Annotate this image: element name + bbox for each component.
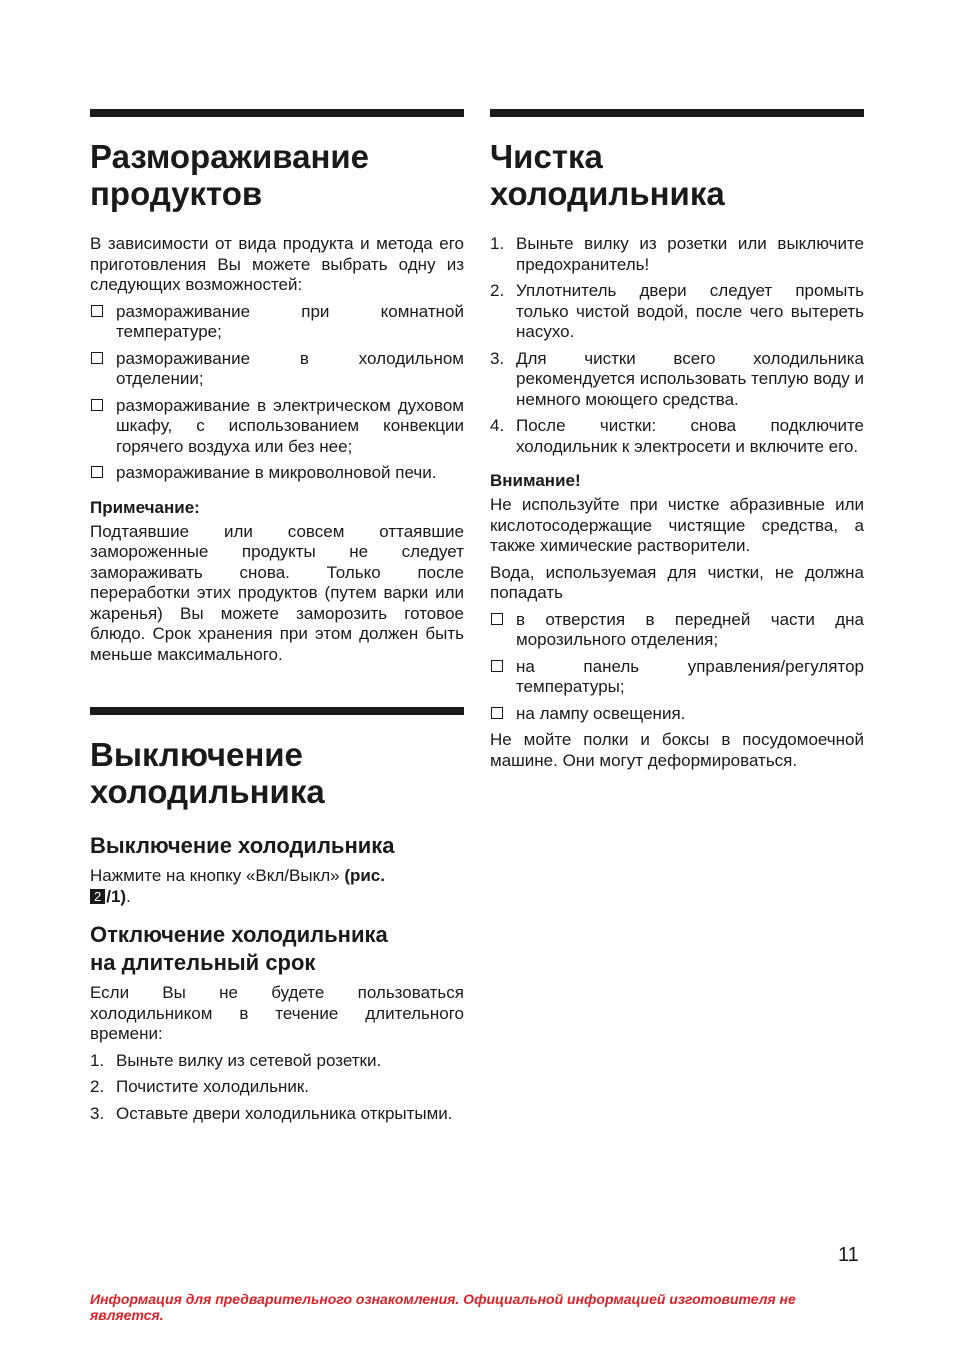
switch-off-section	[90, 707, 464, 1124]
note-label: Примечание:	[90, 497, 200, 517]
list-item: размораживание в холодильном отделении;	[90, 349, 464, 390]
list-item: 2. Почистите холодильник.	[90, 1077, 310, 1096]
list-item: 2. Уплотнитель двери следует промыть только чистой водой, после чего вытереть насухо.	[490, 281, 864, 341]
defrosting-title: Размораживание продуктов	[90, 138, 370, 212]
list-item: размораживание в микроволновой печи.	[90, 463, 464, 484]
switch-off-subtitle: Выключение холодильника	[90, 833, 395, 858]
dishwasher-note: Не мойте полки и боксы в посудомоечной машине. Они могут деформироваться.	[490, 730, 864, 770]
list-item: 4. После чистки: снова подключите холодильник к электросети и включите его.	[490, 416, 864, 456]
section-rule	[490, 109, 864, 117]
list-item: размораживание в электрическом духовом шкафу, с использованием конвекции горячего воздуха или без нее;	[90, 396, 464, 458]
checkbox-bullet-icon	[91, 466, 103, 478]
defrosting-intro: В зависимости от вида продукта и метода его приготовления Вы можете выбрать одну из следующих возможностей:	[90, 234, 464, 294]
right-column	[490, 109, 864, 777]
section-rule	[90, 707, 464, 715]
checkbox-bullet-icon	[91, 399, 103, 411]
long-term-subtitle: Отключение холодильника на длительный срок	[90, 922, 388, 975]
left-column	[90, 109, 464, 1130]
list-item: 1. Выньте вилку из розетки или выключите предохранитель!	[490, 234, 864, 274]
switch-off-text: Нажмите на кнопку «Вкл/Выкл» (рис. 2 /1).	[90, 866, 385, 906]
list-item: 3. Оставьте двери холодильника открытыми.	[90, 1103, 453, 1123]
checkbox-bullet-icon	[491, 613, 503, 625]
page-number: 11	[838, 1244, 859, 1266]
cleaning-title: Чистка холодильника	[490, 138, 725, 212]
checkbox-bullet-icon	[91, 352, 103, 364]
defrosting-options-list	[90, 302, 464, 484]
list-item: 1. Выньте вилку из сетевой розетки.	[90, 1050, 382, 1070]
figure-number-badge: 2	[90, 889, 105, 904]
list-item: на панель управления/регулятор температуры;	[490, 657, 864, 698]
water-intro: Вода, используемая для чистки, не должна попадать	[490, 562, 864, 602]
footer-disclaimer: Информация для предварительного ознакомления. Официальной информацией изготовителя не является.	[90, 1291, 796, 1323]
warning-text: Не используйте при чистке абразивные или кислотосодержащие чистящие средства, а также химические растворители.	[490, 495, 864, 555]
cleaning-steps	[490, 234, 864, 457]
list-item: на лампу освещения.	[490, 704, 864, 725]
section-rule	[90, 109, 464, 117]
checkbox-bullet-icon	[91, 305, 103, 317]
list-item: размораживание при комнатной температуре;	[90, 302, 464, 343]
warning-label: Внимание!	[490, 471, 581, 490]
checkbox-bullet-icon	[491, 660, 503, 672]
water-items-list	[490, 610, 864, 725]
list-item: 3. Для чистки всего холодильника рекомендуется использовать теплую воду и немного моющего средства.	[490, 348, 864, 409]
long-term-steps	[90, 1051, 464, 1125]
long-term-intro: Если Вы не будете пользоваться холодильником в течение длительного времени:	[90, 983, 464, 1043]
switch-off-title: Выключение холодильника	[90, 736, 325, 810]
checkbox-bullet-icon	[491, 707, 503, 719]
note-text: Подтаявшие или совсем оттаявшие замороженные продукты не следует замораживать снова. Только после переработки этих продуктов (путем варки или жаренья) Вы можете заморозить готовое блюдо. Срок хранения при этом должен быть меньше максимального.	[90, 521, 464, 664]
list-item: в отверстия в передней части дна морозильного отделения;	[490, 610, 864, 651]
